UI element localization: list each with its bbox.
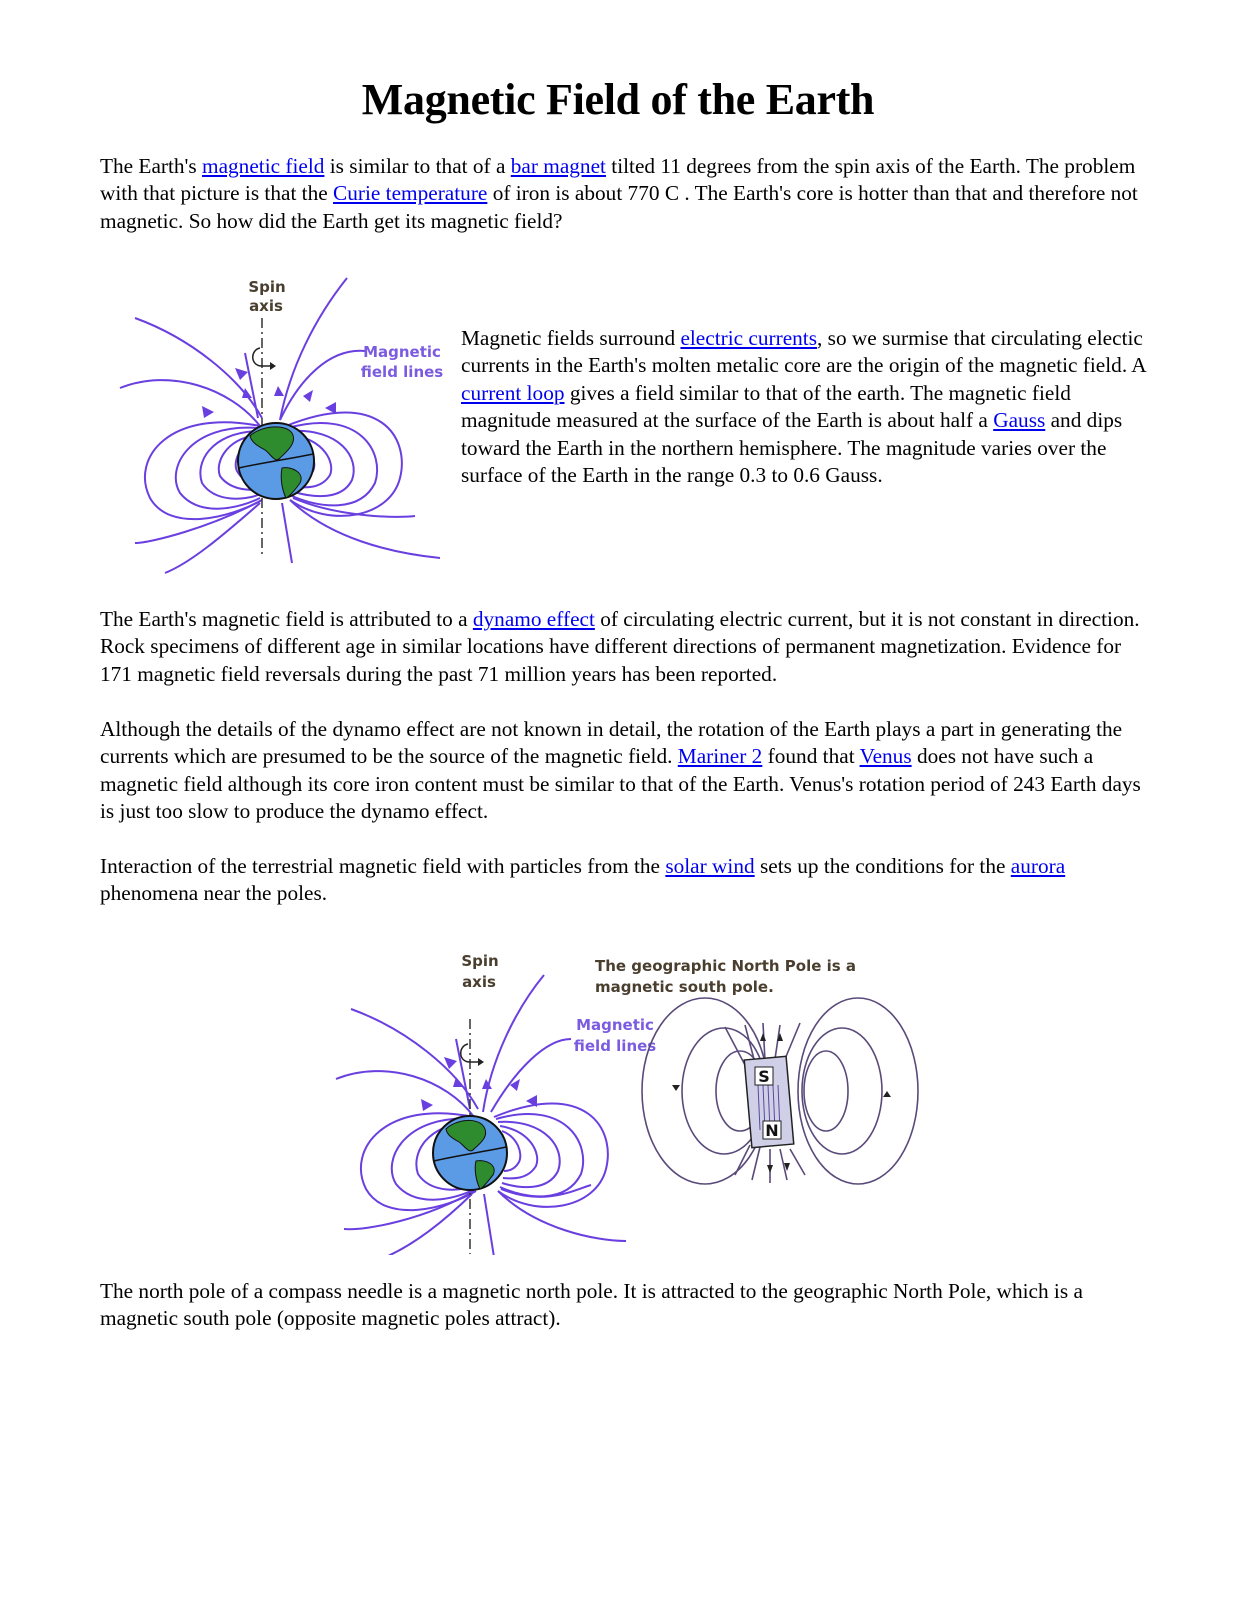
paragraph-venus xyxy=(100,716,1150,826)
link-mariner-2[interactable]: Mariner 2 xyxy=(677,744,763,769)
paragraph-intro xyxy=(100,153,1150,235)
earth-and-bar-magnet-figure xyxy=(330,945,920,1255)
earth-magnetic-field-figure xyxy=(110,268,450,580)
link-gauss[interactable]: Gauss xyxy=(993,408,1046,433)
paragraph-compass xyxy=(100,1278,1150,1333)
paragraph-text: The north pole of a compass needle is a magnetic north pole. It is attracted to the geographic North Pole, which is a magnetic south pole (opposite magnetic poles attract). xyxy=(100,1279,1083,1331)
link-venus[interactable]: Venus xyxy=(859,744,912,769)
paragraph-text: The Earth's magnetic field is attributed to a xyxy=(100,607,473,631)
paragraph-text: found that xyxy=(762,744,860,769)
paragraph-text: , so we surmise that circulating electic currents in the Earth's molten metalic core are the origin of the magnetic field. A xyxy=(461,326,1146,378)
paragraph-text: The Earth's xyxy=(100,154,203,178)
paragraph-text: does not have such a magnetic field although its core iron content must be similar to that of the Earth. Venus's rotation period of 243 Earth days is just too slow to produce the dynamo effect. xyxy=(100,744,1141,824)
paragraph-text: and dips toward the Earth in the northern hemisphere. The magnitude varies over the surface of the Earth in the range 0.3 to 0.6 Gauss. xyxy=(461,408,1123,488)
link-solar-wind[interactable]: solar wind xyxy=(665,854,755,878)
paragraph-text: phenomena near the poles. xyxy=(100,881,328,906)
paragraph-text: of circulating electric current, but it is not constant in direction. Rock specimens of different age in similar locations have different directions of permanent magnetization. Evidence for 171 magnetic field reversals during the past 71 million years has been reported. xyxy=(100,607,1140,686)
link-bar-magnet[interactable]: bar magnet xyxy=(510,154,606,178)
paragraph-text: sets up the conditions for the xyxy=(754,854,1011,878)
paragraph-aurora xyxy=(100,853,1150,908)
earth-bar-magnet-diagram xyxy=(330,945,920,1255)
link-curie-temperature[interactable]: Curie temperature xyxy=(333,181,488,206)
link-dynamo-effect[interactable]: dynamo effect xyxy=(472,607,595,631)
paragraph-text: Interaction of the terrestrial magnetic field with particles from the xyxy=(100,854,666,878)
paragraph-text: gives a field similar to that of the earth. The magnetic field magnitude measured at the surface of the Earth is about half a xyxy=(461,380,1071,433)
field-lines-label: Magnetic xyxy=(363,343,441,361)
paragraph-text: of iron is about 770 C . The Earth's core is hotter than that and therefore not magnetic. So how did the Earth get its magnetic field? xyxy=(100,181,1138,233)
pole-s-label: S xyxy=(758,1067,770,1086)
paragraph-text: Although the details of the dynamo effect are not known in detail, the rotation of the Earth plays a part in generating the currents which are presumed to be the source of the magnetic field. xyxy=(100,717,1123,769)
svg-text:magnetic south pole.: magnetic south pole. xyxy=(595,978,774,996)
svg-text:field lines: field lines xyxy=(360,363,444,381)
svg-text:axis: axis xyxy=(249,297,283,315)
page-title: Magnetic Field of the Earth xyxy=(361,75,875,124)
spin-axis-label: Spin xyxy=(248,278,286,296)
paragraph-dynamo xyxy=(100,606,1150,688)
svg-text:axis: axis xyxy=(462,973,496,991)
paragraph-text: tilted 11 degrees from the spin axis of the Earth. The problem with that picture is that the xyxy=(100,154,1136,206)
spin-axis-label: Spin xyxy=(461,952,499,970)
link-electric-currents[interactable]: electric currents xyxy=(680,326,818,350)
paragraph-currents xyxy=(461,325,1151,489)
link-current-loop[interactable]: current loop xyxy=(461,380,565,405)
bar-magnet xyxy=(744,1056,794,1147)
field-lines-label: Magnetic xyxy=(576,1016,654,1034)
paragraph-text: Magnetic fields surround xyxy=(461,326,681,350)
geographic-pole-caption: The geographic North Pole is a xyxy=(595,957,857,975)
link-aurora[interactable]: aurora xyxy=(1010,854,1066,878)
svg-text:field lines: field lines xyxy=(573,1037,657,1055)
pole-n-label: N xyxy=(765,1121,779,1140)
link-magnetic-field[interactable]: magnetic field xyxy=(202,154,325,178)
paragraph-text: is similar to that of a xyxy=(324,154,511,178)
earth-field-diagram xyxy=(110,268,450,580)
